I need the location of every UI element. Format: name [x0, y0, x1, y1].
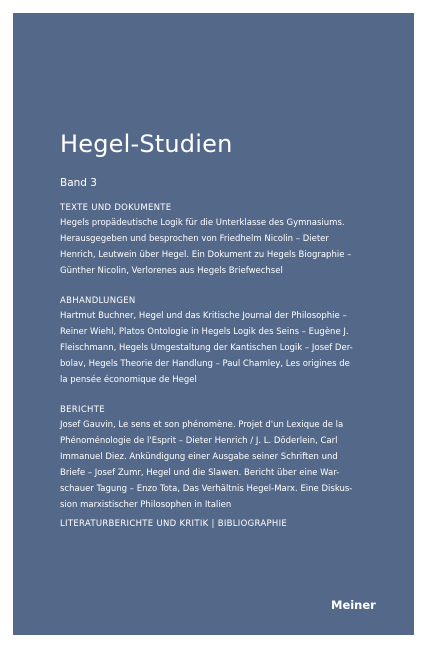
book-title: Hegel-Studien	[60, 130, 233, 158]
section-text-line: Henrich, Leutwein über Hegel. Ein Dokument zu Hegels Biographie –	[60, 250, 352, 260]
section-text-line: bolav, Hegels Theorie der Handlung – Paul Chamley, Les origines de	[60, 359, 350, 369]
section-heading: TEXTE UND DOKUMENTE	[60, 203, 172, 213]
section-text-line: Günther Nicolin, Verlorenes aus Hegels Briefwechsel	[60, 266, 283, 276]
section-text-line: Phénoménologie de l'Esprit – Dieter Henrich / J. L. Döderlein, Carl	[60, 436, 338, 446]
section-text-line: Herausgegeben und besprochen von Friedhelm Nicolin – Dieter	[60, 234, 329, 244]
section-text-line: Reiner Wiehl, Platos Ontologie in Hegels Logik des Seins – Eugène J.	[60, 327, 349, 337]
section-text-line: la pensée économique de Hegel	[60, 375, 197, 385]
section-berichte	[60, 403, 382, 513]
section-text-line: Hartmut Buchner, Hegel und das Kritische Journal der Philosophie –	[60, 311, 347, 321]
section-texte-und-dokumente	[60, 201, 382, 279]
footer-sections: LITERATURBERICHTE UND KRITIK | BIBLIOGRAPHIE	[60, 519, 288, 529]
section-text-line: Immanuel Diez. Ankündigung einer Ausgabe seiner Schriften und	[60, 452, 338, 462]
volume-number: Band 3	[60, 177, 97, 189]
section-abhandlungen	[60, 294, 382, 388]
section-text-line: Fleischmann, Hegels Umgestaltung der Kantischen Logik – Josef Der-	[60, 343, 353, 353]
table-of-contents	[60, 201, 382, 528]
section-text-line: Briefe – Josef Zumr, Hegel und die Slawen. Bericht über eine War-	[60, 468, 340, 478]
section-text-line: Josef Gauvin, Le sens et son phénomène. Projet d'un Lexique de la	[60, 420, 344, 430]
section-text-line: sion marxistischer Philosophen in Italien	[60, 500, 232, 510]
publisher-name: Meiner	[331, 598, 376, 612]
book-cover	[13, 13, 414, 635]
section-text-line: schauer Tagung – Enzo Tota, Das Verhältnis Hegel-Marx. Eine Diskus-	[60, 484, 353, 494]
section-text-line: Hegels propädeutische Logik für die Unterklasse des Gymnasiums.	[60, 218, 345, 228]
section-heading: BERICHTE	[60, 405, 105, 415]
section-heading: ABHANDLUNGEN	[60, 296, 136, 306]
